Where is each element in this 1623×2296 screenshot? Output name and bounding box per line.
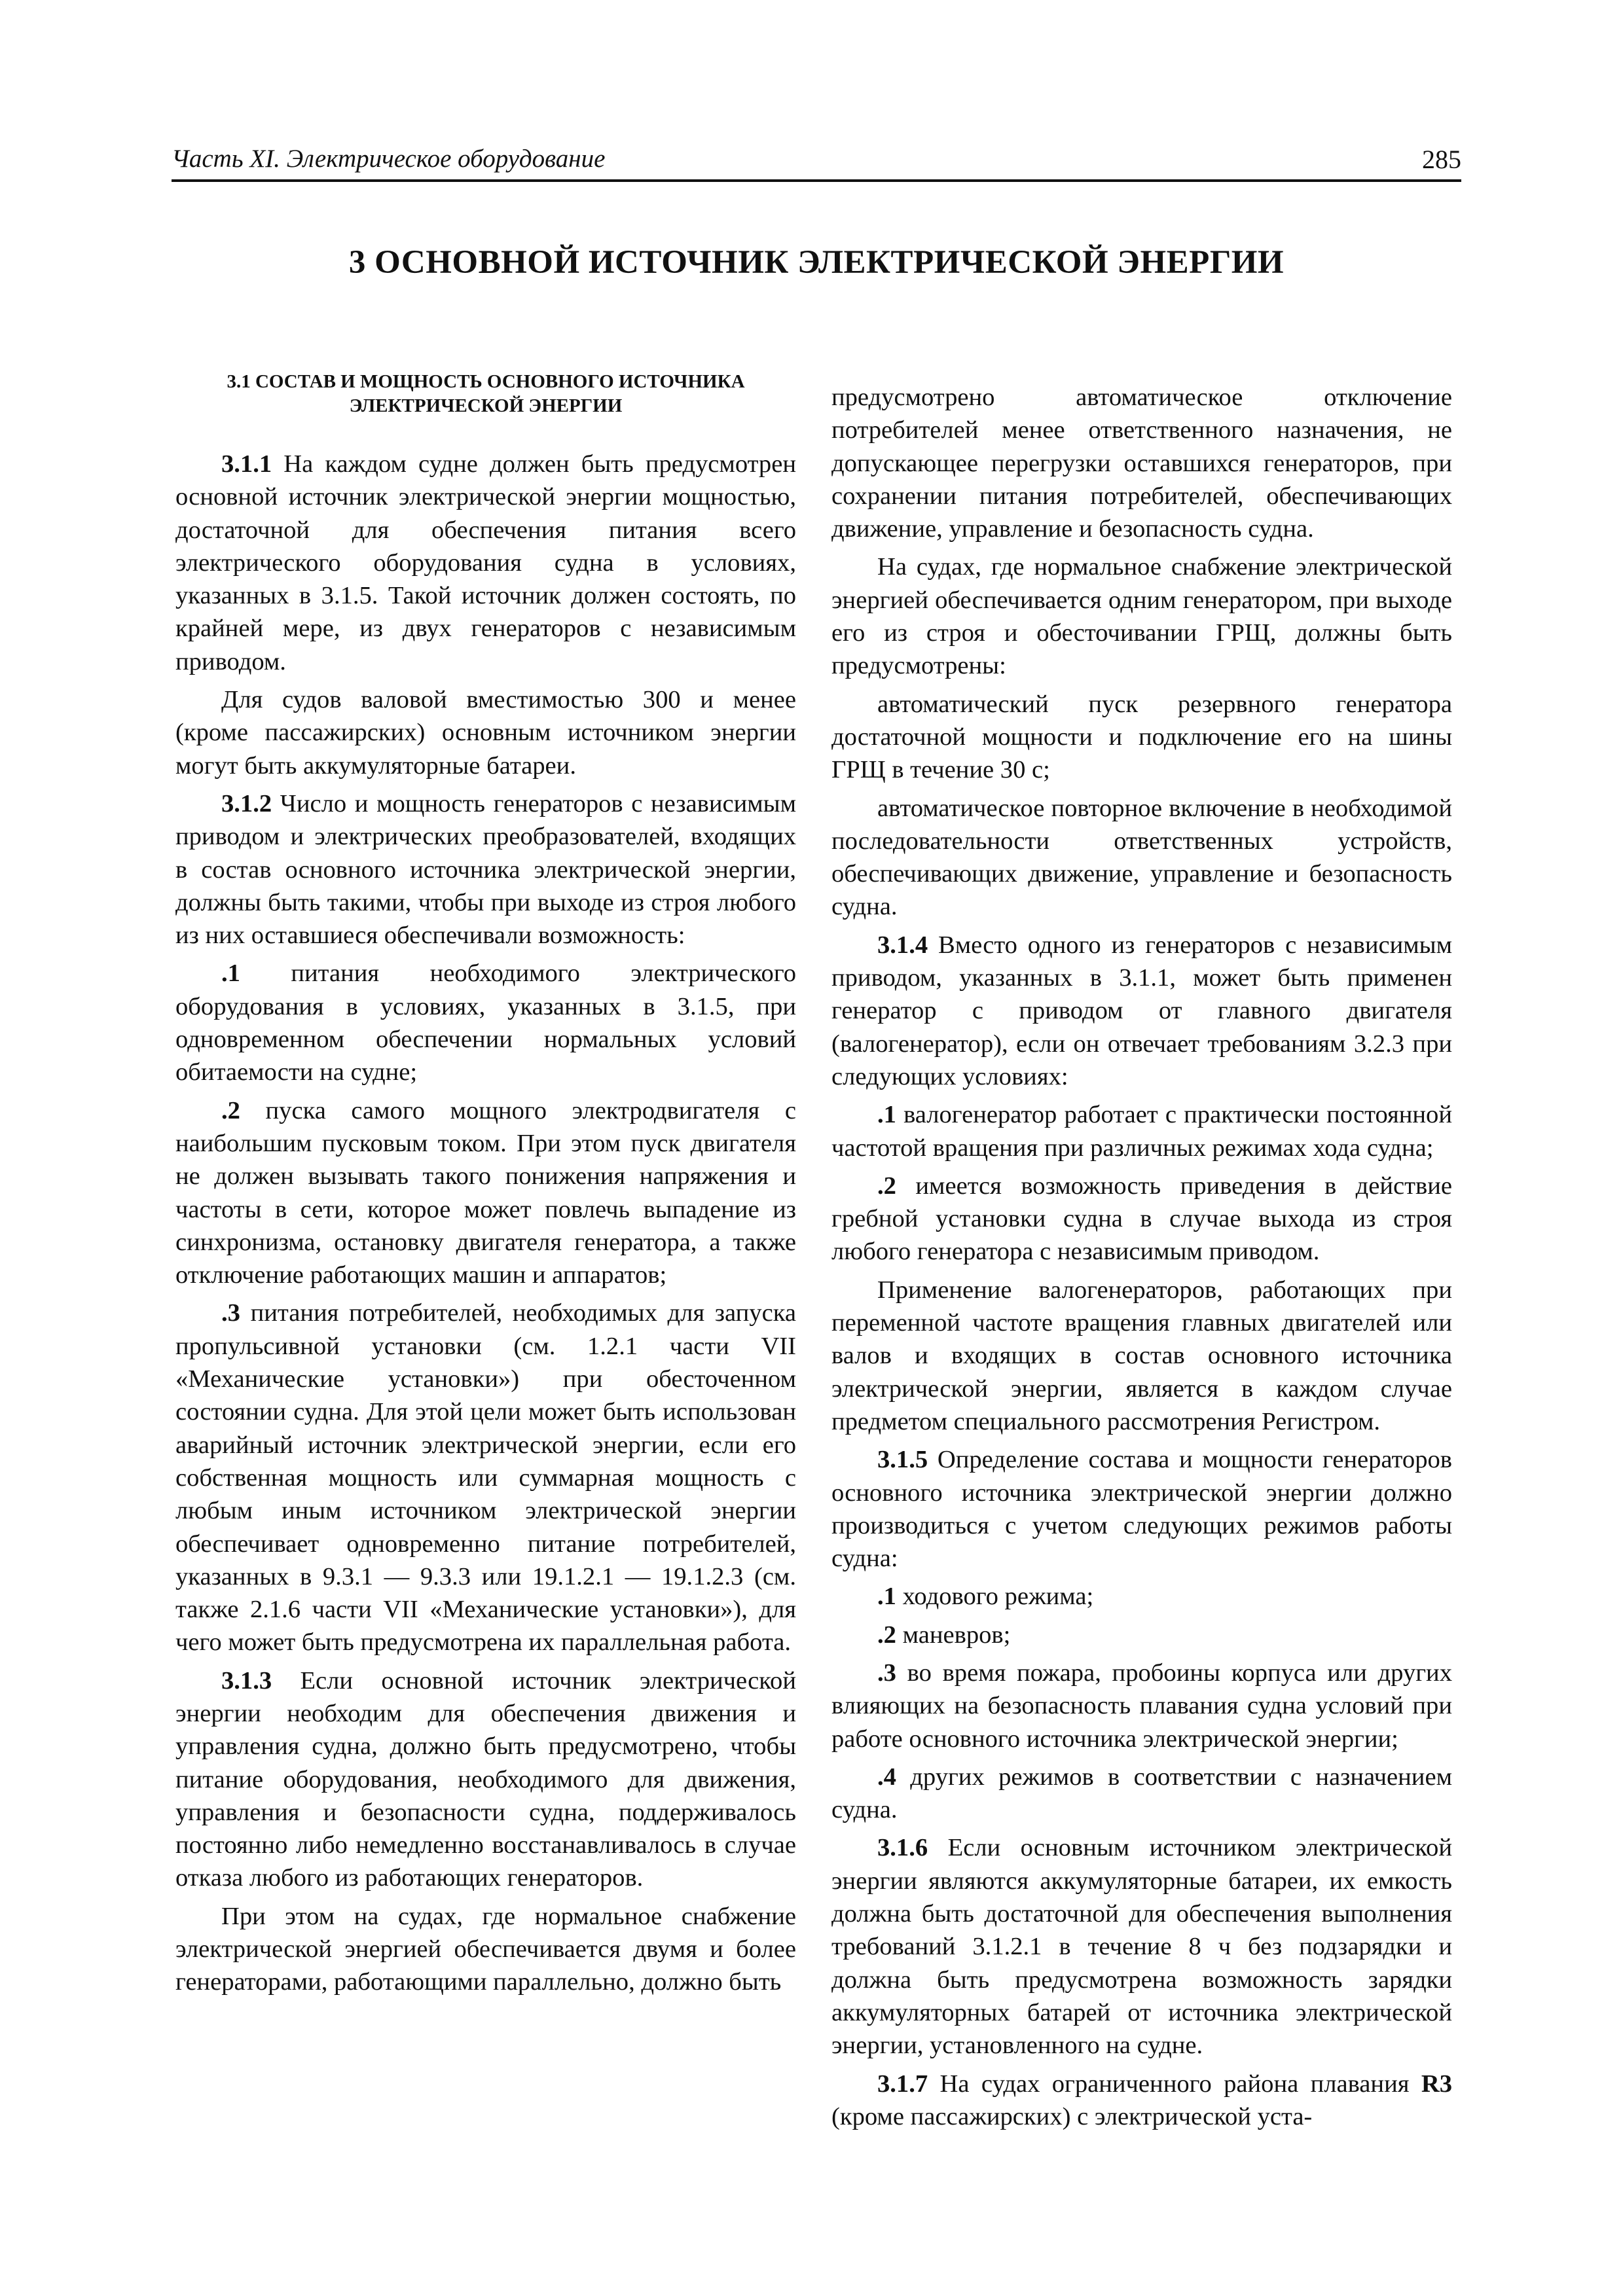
clause-text: На судах ограниченного района плавания [939,2070,1410,2098]
item-text: других режимов в соответствии с назначением судна. [831,1763,1452,1824]
item-text: питания потребителей, необходимых для запуска пропульсивной установки (см. 1.2.1 части VII «Механические установки») при обесточенном состоянии судна. Для этой цели может быть использован аварийный источник электрической энергии, если его собственная мощность или суммарная мощность с любым иным источником электрической энергии обеспечивает одновременно питание потребителей, указанных в 9.3.1 — 9.3.3 или 19.1.2.1 — 19.1.2.3 (см. также 2.1.6 части VII «Механические установки»), для чего может быть предусмотрена их параллельная работа. [175,1299,796,1657]
item-number: .1 [877,1583,896,1611]
paragraph: автоматическое повторное включение в необходимой последовательности ответственных устройств, обеспечивающих движение, управление и безопасность судна. [831,794,1452,921]
clause-number: 3.1.5 [877,1446,928,1474]
clause-3-1-5 [831,1443,1452,1575]
running-header [172,143,1461,182]
clause-number: 3.1.3 [221,1666,272,1695]
item-text: маневров; [902,1621,1011,1649]
list-item [175,1297,796,1659]
clause-3-1-7 [831,2068,1452,2134]
item-number: .3 [221,1299,240,1327]
clause-text: Определение состава и мощности генераторов основного источника электрической энергии должно производиться с учетом следующих режимов работы судна: [831,1446,1452,1573]
right-column [831,381,1452,2138]
paragraph: автоматический пуск резервного генератора достаточной мощности и подключение его на шины ГРЩ в течение 30 с; [831,690,1452,784]
section-title [175,370,796,418]
list-item [831,1170,1452,1268]
item-text: во время пожара, пробоины корпуса или других влияющих на безопасность плавания судна условий при работе основного источника электрической энергии; [831,1659,1452,1753]
item-text: имеется возможность приведения в действие гребной установки судна в случае выхода из строя любого генератора с независимым приводом. [831,1172,1452,1266]
clause-3-1-3 [175,1664,796,1895]
paragraph-continuation: предусмотрено автоматическое отключение потребителей менее ответственного назначения, не допускающее перегрузки оставшихся генераторов, при сохранении питания потребителей, обеспечивающих движение, управление и безопасность судна. [831,384,1452,543]
chapter-title: 3 ОСНОВНОЙ ИСТОЧНИК ЭЛЕКТРИЧЕСКОЙ ЭНЕРГИИ [348,244,1285,281]
running-title: Часть XI. Электрическое оборудование [172,145,606,173]
paragraph: Для судов валовой вместимостью 300 и менее (кроме пассажирских) основным источником энергии могут быть аккумуляторные батареи. [175,686,796,780]
list-item [831,1761,1452,1827]
clause-number: 3.1.7 [877,2070,928,2098]
clause-text: Если основной источник электрической энергии необходим для обеспечения движения и управления судна, должно быть предусмотрено, чтобы питание оборудования, необходимого для движения, управления и безопасности судна, поддерживалось постоянно либо немедленно восстанавливалось в случае отказа любого из работающих генераторов. [175,1666,796,1892]
paragraph: Применение валогенераторов, работающих при переменной частоте вращения главных двигателей или валов и входящих в состав основного источника электрической энергии, является в каждом случае предметом специального рассмотрения Регистром. [831,1276,1452,1435]
clause-text: Вместо одного из генераторов с независимым приводом, указанных в 3.1.1, может быть применен генератор с приводом от главного двигателя (валогенератор), если он отвечает требованиям 3.2.3 при следующих условиях: [831,931,1452,1090]
clause-text: Число и мощность генераторов с независимым приводом и электрических преобразователей, входящих в состав основного источника электрической энергии, должны быть такими, чтобы при выходе из строя любого из них оставшиеся обеспечивали возможность: [175,789,796,950]
item-number: .4 [877,1763,896,1791]
item-number: .1 [221,960,240,988]
item-number: .1 [877,1101,896,1129]
list-item [175,1094,796,1292]
item-text: ходового режима; [902,1583,1094,1611]
clause-3-1-4 [831,929,1452,1093]
list-item [831,1619,1452,1651]
clause-number: 3.1.2 [221,789,272,817]
clause-text: На каждом судне должен быть предусмотрен основной источник электрической энергии мощностью, достаточной для обеспечения питания всего электрического оборудования судна в условиях, указанных в 3.1.5. Такой источник должен состоять, по крайней мере, из двух генераторов с независимым приводом. [175,450,796,675]
item-number: .2 [221,1096,240,1124]
paragraph: На судах, где нормальное снабжение электрической энергией обеспечивается одним генератором, при выходе его из строя и обесточивании ГРЩ, должны быть предусмотрены: [831,553,1452,680]
item-number: .2 [877,1621,896,1649]
clause-number: 3.1.6 [877,1834,928,1862]
section-title-line-1: 3.1 СОСТАВ И МОЩНОСТЬ ОСНОВНОГО ИСТОЧНИКА [227,371,745,392]
page-number: 285 [1422,145,1461,174]
item-text: питания необходимого электрического оборудования в условиях, указанных в 3.1.5, при одновременном обеспечении нормальных условий обитаемости на судне; [175,960,796,1086]
paragraph: При этом на судах, где нормальное снабжение электрической энергией обеспечивается двумя и более генераторами, работающими параллельно, должно быть [175,1902,796,1996]
item-number: .3 [877,1659,896,1687]
clause-text-tail: (кроме пассажирских) с электрической уста- [831,2102,1313,2130]
list-item [175,957,796,1088]
list-item [831,1580,1452,1613]
clause-number: 3.1.4 [877,931,928,959]
clause-3-1-6 [831,1831,1452,2062]
clause-text: Если основным источником электрической энергии являются аккумуляторные батареи, их емкость должна быть достаточной для обеспечения выполнения требований 3.1.2.1 в течение 8 ч без подзарядки и должна быть предусмотрена возможность зарядки аккумуляторных батарей от источника электрической энергии, установленного на судне. [831,1834,1452,2060]
left-column [175,363,796,2004]
section-title-line-2: ЭЛЕКТРИЧЕСКОЙ ЭНЕРГИИ [349,395,623,416]
clause-3-1-2 [175,787,796,952]
clause-3-1-1 [175,448,796,678]
area-code: R3 [1421,2070,1452,2098]
item-text: пуска самого мощного электродвигателя с наибольшим пусковым током. При этом пуск двигателя не должен вызывать такого понижения напряжения и частоты в сети, которое может повлечь выпадение из синхронизма, остановку двигателя генератора, а также отключение работающих машин и аппаратов; [175,1096,796,1289]
item-number: .2 [877,1172,896,1200]
list-item [831,1098,1452,1164]
list-item [831,1657,1452,1755]
item-text: валогенератор работает с практически постоянной частотой вращения при различных режимах хода судна; [831,1101,1452,1162]
clause-number: 3.1.1 [221,450,272,478]
